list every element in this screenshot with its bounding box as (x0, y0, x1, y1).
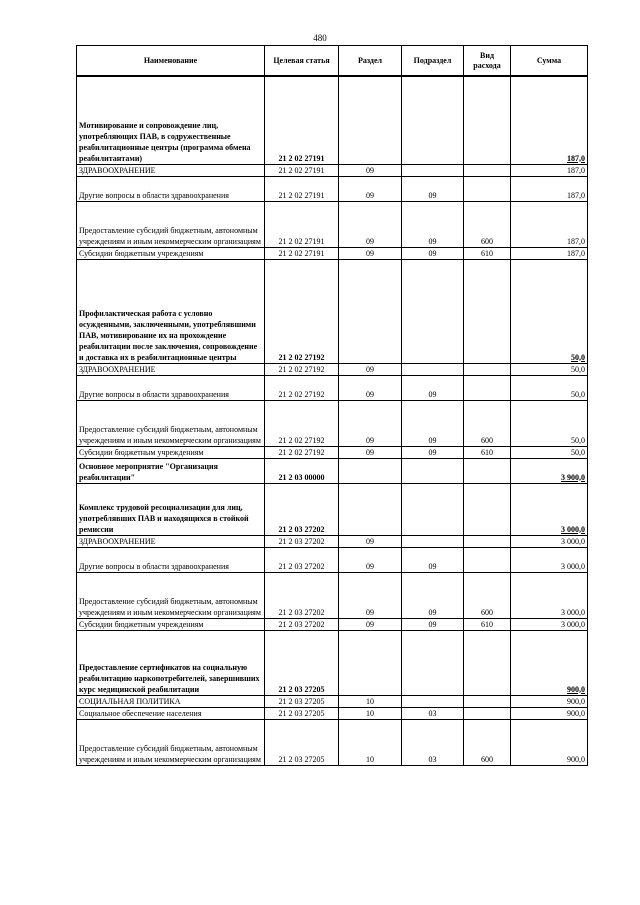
cell-sum: 50,0 (511, 400, 588, 446)
table-row (77, 483, 588, 535)
cell-code: 21 2 03 27205 (265, 707, 339, 719)
cell-type (464, 547, 511, 572)
cell-section (339, 630, 402, 695)
cell-name: Предоставление субсидий бюджетным, автономным учреждениям и иным некоммерческим организациям (77, 201, 265, 247)
table-row (77, 176, 588, 201)
table-row (77, 76, 588, 164)
cell-section: 09 (339, 400, 402, 446)
cell-subsection (402, 76, 464, 164)
cell-sum: 900,0 (511, 719, 588, 765)
cell-type (464, 76, 511, 164)
cell-section (339, 259, 402, 363)
cell-name: ЗДРАВООХРАНЕНИЕ (77, 535, 265, 547)
cell-sum: 900,0 (511, 630, 588, 695)
table-row (77, 618, 588, 630)
cell-sum: 187,0 (511, 164, 588, 176)
header-name: Наименование (77, 46, 265, 77)
cell-type (464, 375, 511, 400)
cell-name: Комплекс трудовой ресоциализации для лиц, употреблявших ПАВ и находящихся в стойкой ремиссии (77, 483, 265, 535)
cell-sum: 3 000,0 (511, 483, 588, 535)
cell-subsection: 09 (402, 176, 464, 201)
cell-subsection: 09 (402, 375, 464, 400)
cell-section: 09 (339, 201, 402, 247)
cell-sum: 900,0 (511, 707, 588, 719)
cell-subsection: 09 (402, 572, 464, 618)
cell-subsection: 03 (402, 719, 464, 765)
cell-subsection (402, 483, 464, 535)
cell-subsection: 09 (402, 618, 464, 630)
table-row (77, 630, 588, 695)
cell-sum: 187,0 (511, 247, 588, 259)
cell-sum: 187,0 (511, 201, 588, 247)
budget-table (76, 45, 588, 766)
cell-section: 10 (339, 707, 402, 719)
cell-type (464, 695, 511, 707)
cell-code: 21 2 02 27192 (265, 400, 339, 446)
cell-subsection (402, 164, 464, 176)
cell-name: Субсидии бюджетным учреждениям (77, 618, 265, 630)
cell-type (464, 363, 511, 375)
cell-section: 09 (339, 375, 402, 400)
cell-name: Мотивирование и сопровождение лиц, употребляющих ПАВ, в содружественные реабилитационные центры (программа обмена реабилитантами) (77, 76, 265, 164)
table-header-row (77, 46, 588, 77)
cell-section: 09 (339, 446, 402, 458)
cell-name: Субсидии бюджетным учреждениям (77, 446, 265, 458)
cell-sum: 3 000,0 (511, 547, 588, 572)
cell-name: Предоставление субсидий бюджетным, автономным учреждениям и иным некоммерческим организациям (77, 572, 265, 618)
cell-name: Социальное обеспечение населения (77, 707, 265, 719)
table-row (77, 719, 588, 765)
cell-sum: 900,0 (511, 695, 588, 707)
cell-sum: 3 000,0 (511, 618, 588, 630)
cell-type (464, 483, 511, 535)
cell-subsection: 09 (402, 446, 464, 458)
cell-type: 600 (464, 719, 511, 765)
header-sum: Сумма (511, 46, 588, 77)
cell-type (464, 458, 511, 483)
table-row (77, 572, 588, 618)
cell-code: 21 2 02 27192 (265, 259, 339, 363)
cell-name: Другие вопросы в области здравоохранения (77, 176, 265, 201)
cell-code: 21 2 03 27205 (265, 630, 339, 695)
table-row (77, 375, 588, 400)
cell-code: 21 2 02 27191 (265, 201, 339, 247)
table-row (77, 164, 588, 176)
cell-section: 09 (339, 363, 402, 375)
cell-type: 610 (464, 247, 511, 259)
cell-name: Другие вопросы в области здравоохранения (77, 547, 265, 572)
cell-code: 21 2 03 27205 (265, 719, 339, 765)
cell-code: 21 2 03 00000 (265, 458, 339, 483)
cell-name: Другие вопросы в области здравоохранения (77, 375, 265, 400)
header-code: Целевая статья (265, 46, 339, 77)
cell-code: 21 2 02 27191 (265, 247, 339, 259)
cell-subsection (402, 630, 464, 695)
cell-name: Предоставление субсидий бюджетным, автономным учреждениям и иным некоммерческим организациям (77, 400, 265, 446)
cell-code: 21 2 03 27202 (265, 535, 339, 547)
cell-name: Предоставление субсидий бюджетным, автономным учреждениям и иным некоммерческим организациям (77, 719, 265, 765)
cell-name: ЗДРАВООХРАНЕНИЕ (77, 164, 265, 176)
cell-type (464, 630, 511, 695)
cell-type: 600 (464, 201, 511, 247)
cell-name: Профилактическая работа с условно осужденными, заключенными, употреблявшими ПАВ, мотивирование их на прохождение реабилитации после заключения, сопровождение и доставка их в реабилитационные центры (77, 259, 265, 363)
cell-subsection: 09 (402, 201, 464, 247)
cell-section: 09 (339, 618, 402, 630)
cell-section (339, 458, 402, 483)
table-row (77, 535, 588, 547)
cell-code: 21 2 02 27192 (265, 363, 339, 375)
cell-subsection (402, 458, 464, 483)
header-subsection: Подраздел (402, 46, 464, 77)
cell-type: 610 (464, 446, 511, 458)
cell-name: Основное мероприятие "Организация реабилитации" (77, 458, 265, 483)
cell-subsection: 09 (402, 400, 464, 446)
cell-section (339, 76, 402, 164)
table-row (77, 547, 588, 572)
cell-section: 09 (339, 176, 402, 201)
cell-code: 21 2 03 27202 (265, 547, 339, 572)
table-row (77, 695, 588, 707)
cell-subsection (402, 695, 464, 707)
table-row (77, 707, 588, 719)
cell-sum: 3 000,0 (511, 572, 588, 618)
table-row (77, 201, 588, 247)
cell-section: 09 (339, 535, 402, 547)
cell-code: 21 2 03 27202 (265, 483, 339, 535)
cell-code: 21 2 03 27202 (265, 618, 339, 630)
table-row (77, 259, 588, 363)
table-row (77, 446, 588, 458)
cell-type (464, 176, 511, 201)
cell-section: 09 (339, 247, 402, 259)
header-section: Раздел (339, 46, 402, 77)
cell-sum: 50,0 (511, 446, 588, 458)
cell-type (464, 535, 511, 547)
cell-subsection: 09 (402, 247, 464, 259)
cell-code: 21 2 02 27191 (265, 164, 339, 176)
cell-sum: 3 000,0 (511, 535, 588, 547)
cell-name: СОЦИАЛЬНАЯ ПОЛИТИКА (77, 695, 265, 707)
cell-subsection (402, 363, 464, 375)
cell-name: ЗДРАВООХРАНЕНИЕ (77, 363, 265, 375)
header-type: Вид расхода (464, 46, 511, 77)
cell-section: 10 (339, 695, 402, 707)
cell-code: 21 2 02 27191 (265, 76, 339, 164)
cell-type: 600 (464, 400, 511, 446)
cell-name: Субсидии бюджетным учреждениям (77, 247, 265, 259)
cell-code: 21 2 03 27202 (265, 572, 339, 618)
cell-type (464, 164, 511, 176)
cell-type (464, 259, 511, 363)
cell-code: 21 2 03 27205 (265, 695, 339, 707)
cell-subsection (402, 259, 464, 363)
cell-name: Предоставление сертификатов на социальную реабилитацию наркопотребителей, завершивших курс медицинской реабилитации (77, 630, 265, 695)
page-number: 480 (313, 33, 327, 43)
cell-subsection: 03 (402, 707, 464, 719)
cell-sum: 50,0 (511, 259, 588, 363)
cell-section (339, 483, 402, 535)
cell-type: 610 (464, 618, 511, 630)
cell-sum: 50,0 (511, 363, 588, 375)
cell-code: 21 2 02 27191 (265, 176, 339, 201)
cell-section: 10 (339, 719, 402, 765)
cell-section: 09 (339, 547, 402, 572)
cell-code: 21 2 02 27192 (265, 446, 339, 458)
cell-type: 600 (464, 572, 511, 618)
table-row (77, 247, 588, 259)
cell-section: 09 (339, 164, 402, 176)
cell-code: 21 2 02 27192 (265, 375, 339, 400)
cell-type (464, 707, 511, 719)
table-row (77, 458, 588, 483)
cell-subsection (402, 535, 464, 547)
table-row (77, 363, 588, 375)
table-row (77, 400, 588, 446)
cell-sum: 50,0 (511, 375, 588, 400)
cell-sum: 187,0 (511, 176, 588, 201)
cell-sum: 187,0 (511, 76, 588, 164)
cell-sum: 3 900,0 (511, 458, 588, 483)
cell-subsection: 09 (402, 547, 464, 572)
cell-section: 09 (339, 572, 402, 618)
